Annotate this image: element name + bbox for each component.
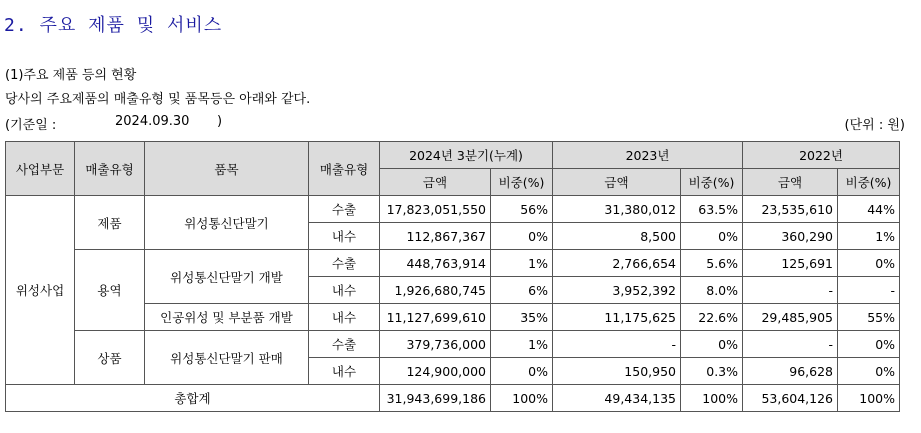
- ratio-cell: -: [838, 277, 900, 304]
- amount-cell: 150,950: [553, 358, 681, 385]
- unit-label: (단위 : 원): [844, 118, 905, 133]
- amount-cell: 8,500: [553, 223, 681, 250]
- ratio-cell: 0%: [681, 331, 743, 358]
- ratio-cell: 0%: [838, 358, 900, 385]
- ratio-cell: 22.6%: [681, 304, 743, 331]
- ratio-cell: 56%: [491, 196, 553, 223]
- ratio-cell: 0%: [681, 223, 743, 250]
- type-cell: 수출: [309, 331, 380, 358]
- amount-cell: 360,290: [743, 223, 838, 250]
- header-ratio: 비중(%): [491, 169, 553, 196]
- table-row: [6, 250, 900, 277]
- total-amount: 31,943,699,186: [380, 385, 491, 412]
- amount-cell: -: [553, 331, 681, 358]
- header-division: 사업부문: [6, 142, 75, 196]
- ratio-cell: 0%: [838, 331, 900, 358]
- group-service: 용역: [75, 250, 145, 331]
- header-period-2022: 2022년: [743, 142, 900, 169]
- ratio-cell: 0.3%: [681, 358, 743, 385]
- table-row: [6, 331, 900, 358]
- basis-date: [5, 114, 223, 133]
- header-ratio: 비중(%): [838, 169, 900, 196]
- type-cell: 내수: [309, 304, 380, 331]
- amount-cell: 448,763,914: [380, 250, 491, 277]
- item-terminal: 위성통신단말기: [145, 196, 309, 250]
- amount-cell: -: [743, 331, 838, 358]
- ratio-cell: 1%: [838, 223, 900, 250]
- amount-cell: 23,535,610: [743, 196, 838, 223]
- total-row: [6, 385, 900, 412]
- header-period-2024q3: 2024년 3분기(누계): [380, 142, 553, 169]
- item-terminal-sale: 위성통신단말기 판매: [145, 331, 309, 385]
- ratio-cell: 6%: [491, 277, 553, 304]
- division-cell: 위성사업: [6, 196, 75, 385]
- amount-cell: 17,823,051,550: [380, 196, 491, 223]
- ratio-cell: 1%: [491, 250, 553, 277]
- header-amount: 금액: [380, 169, 491, 196]
- basis-date-value: 2024.09.30: [115, 114, 190, 129]
- amount-cell: 11,175,625: [553, 304, 681, 331]
- ratio-cell: 0%: [491, 358, 553, 385]
- description: 당사의 주요제품의 매출유형 및 품목등은 아래와 같다.: [5, 92, 311, 107]
- subtitle: (1)주요 제품 등의 현황: [5, 68, 137, 83]
- amount-cell: 379,736,000: [380, 331, 491, 358]
- amount-cell: 11,127,699,610: [380, 304, 491, 331]
- section-title: 2. 주요 제품 및 서비스: [4, 15, 223, 36]
- type-cell: 내수: [309, 358, 380, 385]
- total-amount: 49,434,135: [553, 385, 681, 412]
- header-item: 품목: [145, 142, 309, 196]
- ratio-cell: 0%: [838, 250, 900, 277]
- amount-cell: 31,380,012: [553, 196, 681, 223]
- type-cell: 내수: [309, 223, 380, 250]
- item-satellite-dev: 인공위성 및 부분품 개발: [145, 304, 309, 331]
- header-ratio: 비중(%): [681, 169, 743, 196]
- type-cell: 내수: [309, 277, 380, 304]
- group-product: 제품: [75, 196, 145, 250]
- total-amount: 53,604,126: [743, 385, 838, 412]
- header-sales-type-2: 매출유형: [309, 142, 380, 196]
- basis-close: ): [217, 114, 223, 129]
- header-amount: 금액: [743, 169, 838, 196]
- header-sales-type: 매출유형: [75, 142, 145, 196]
- ratio-cell: 63.5%: [681, 196, 743, 223]
- ratio-cell: 1%: [491, 331, 553, 358]
- ratio-cell: 44%: [838, 196, 900, 223]
- basis-label: (기준일 :: [5, 118, 57, 133]
- header-period-2023: 2023년: [553, 142, 743, 169]
- item-terminal-dev: 위성통신단말기 개발: [145, 250, 309, 304]
- header-amount: 금액: [553, 169, 681, 196]
- type-cell: 수출: [309, 250, 380, 277]
- amount-cell: 96,628: [743, 358, 838, 385]
- amount-cell: 125,691: [743, 250, 838, 277]
- group-goods: 상품: [75, 331, 145, 385]
- ratio-cell: 8.0%: [681, 277, 743, 304]
- total-label: 총합계: [6, 385, 380, 412]
- amount-cell: -: [743, 277, 838, 304]
- ratio-cell: 35%: [491, 304, 553, 331]
- table-row: [6, 196, 900, 223]
- total-ratio: 100%: [838, 385, 900, 412]
- amount-cell: 2,766,654: [553, 250, 681, 277]
- amount-cell: 29,485,905: [743, 304, 838, 331]
- total-ratio: 100%: [681, 385, 743, 412]
- product-sales-table: [5, 141, 900, 412]
- ratio-cell: 55%: [838, 304, 900, 331]
- amount-cell: 112,867,367: [380, 223, 491, 250]
- amount-cell: 124,900,000: [380, 358, 491, 385]
- amount-cell: 3,952,392: [553, 277, 681, 304]
- amount-cell: 1,926,680,745: [380, 277, 491, 304]
- type-cell: 수출: [309, 196, 380, 223]
- ratio-cell: 5.6%: [681, 250, 743, 277]
- ratio-cell: 0%: [491, 223, 553, 250]
- total-ratio: 100%: [491, 385, 553, 412]
